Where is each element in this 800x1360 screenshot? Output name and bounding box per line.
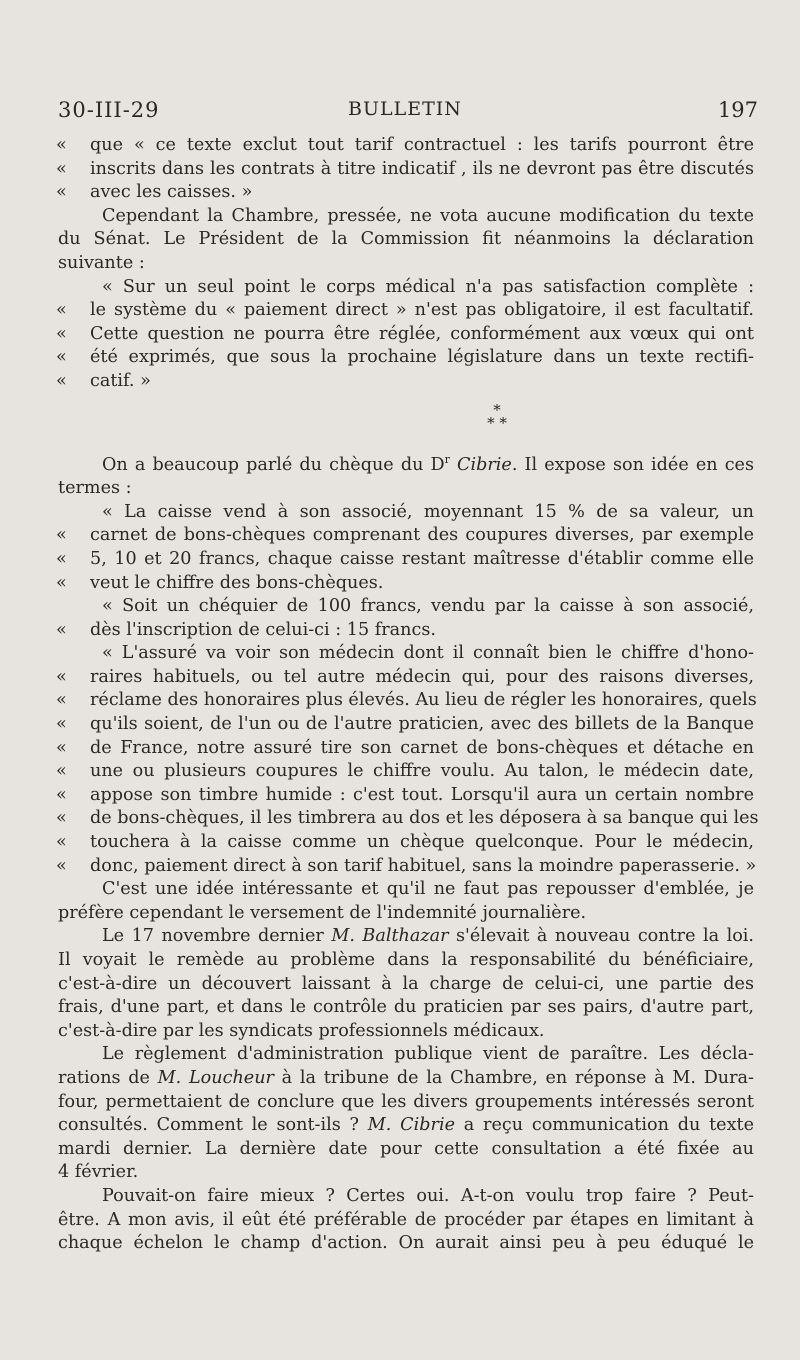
text-line [58,1020,754,1044]
text-line [58,949,754,973]
text-line [56,666,754,690]
quote-mark: « [56,323,67,344]
text-line [58,1067,754,1091]
quote-mark: « [56,135,67,155]
quote-mark: « [56,737,67,758]
text-line [90,1185,754,1209]
line-text: « Soit un chéquier de 100 francs, vendu par la caisse à son associé, [102,596,754,617]
text-line [58,1161,754,1185]
line-text: chaque échelon le champ d'action. On aurait ainsi peu à peu éduqué le [58,1233,754,1254]
line-text: inscrits dans les contrats à titre indicatif , ils ne devront pas être discutés [90,158,754,179]
line-text: « La caisse vend à son associé, moyennant 15 % de sa valeur, un [102,501,754,522]
text-line [90,454,754,478]
line-text: carnet de bons-chèques comprenant des coupures diverses, par exemple [90,525,754,546]
text-line [56,619,754,643]
text-line [90,878,754,902]
separator-stars: * * [487,413,507,432]
line-text: Le règlement d'administration publique vient de paraître. Les décla- [102,1044,754,1065]
quote-mark: « [56,784,67,805]
quote-mark: « [56,666,67,687]
text-line [56,807,759,831]
italic-name: M. Loucheur [157,1067,274,1088]
line-text: termes : [58,478,132,499]
header-date: 30-III-29 [58,98,160,122]
text-line [58,252,754,276]
line-text: 5, 10 et 20 francs, chaque caisse restant maîtresse d'établir comme elle [90,548,754,569]
line-text: 4 février. [58,1162,139,1183]
text-line [56,181,754,205]
line-text: de bons-chèques, il les timbrera au dos et les déposera à sa banque qui les [90,808,759,829]
line-text-rest: s'élevait à nouveau contre la loi. [448,926,755,947]
header-title: BULLETIN [348,98,462,120]
text-line [56,323,754,347]
line-text: le système du « paiement direct » n'est pas obligatoire, il est facultatif. [90,300,754,321]
line-text: donc, paiement direct à son tarif habituel, sans la moindre paperasserie. » [90,855,757,876]
section-separator [240,394,754,454]
line-text: rations de [58,1067,158,1088]
quote-mark: « [56,690,67,711]
line-text-rest: à la tribune de la Chambre, en réponse à M. Dura- [273,1067,754,1088]
line-text: être. A mon avis, il eût été préférable de procéder par étapes en limitant à [58,1209,754,1230]
text-line [58,973,754,997]
line-text: suivante : [58,252,145,273]
text-line [90,501,754,525]
line-text: frais, d'une part, et dans le contrôle du praticien par ses pairs, d'autre part, [58,997,754,1018]
quote-mark: « [56,714,67,735]
text-line [56,158,754,182]
text-line [56,299,754,323]
quote-mark: « [56,347,67,368]
text-line [56,548,754,572]
text-line [56,760,754,784]
italic-name: Cibrie [457,454,512,475]
italic-name: M. Balthazar [331,926,449,947]
line-text: « L'assuré va voir son médecin dont il connaît bien le chiffre d'hono- [102,643,754,664]
quote-mark: « [56,808,67,829]
quote-mark: « [56,832,67,853]
superscript: r [444,452,450,466]
line-text: catif. » [90,370,151,391]
text-line [56,689,757,713]
text-line [56,855,757,879]
line-text: c'est-à-dire un découvert laissant à la charge de celui-ci, une partie des [58,973,754,994]
line-text-rest: . Il expose son idée en ces [511,454,754,475]
text-line [56,134,754,158]
line-text: touchera à la caisse comme un chèque quelconque. Pour le médecin, [90,832,754,853]
text-line [90,595,754,619]
line-text: une ou plusieurs coupures le chiffre voulu. Au talon, le médecin date, [90,761,754,782]
text-line [56,524,754,548]
line-text: réclame des honoraires plus élevés. Au lieu de régler les honoraires, quels [90,690,757,711]
line-text: qu'ils soient, de l'un ou de l'autre praticien, avec des billets de la Banque [90,714,754,735]
line-text: four, permettaient de conclure que les divers groupements intéressés seront [58,1091,754,1112]
line-text: préfère cependant le versement de l'indemnité journalière. [58,902,587,923]
text-line [56,831,754,855]
text-line [58,1232,754,1256]
quote-mark: « [56,619,67,640]
quote-mark: « [56,761,67,782]
text-line [58,228,754,252]
line-text: raires habituels, ou tel autre médecin qui, pour des raisons diverses, [90,666,754,687]
line-text: On a beaucoup parlé du chèque du D [102,454,445,475]
text-line [90,1043,754,1067]
text-line [56,784,754,808]
line-text: appose son timbre humide : c'est tout. Lorsqu'il aura un certain nombre [90,784,754,805]
header-page-number: 197 [717,98,758,122]
text-line [58,1091,754,1115]
line-text: « Sur un seul point le corps médical n'a pas satisfaction complète : [102,276,754,297]
text-line [90,205,754,229]
line-text-rest: a reçu communication du texte [454,1115,754,1136]
text-line [56,370,754,394]
document-body [56,134,759,1256]
text-line [90,925,754,949]
quote-mark: « [56,525,67,546]
line-text: Le 17 novembre dernier [102,926,332,947]
line-text: du Sénat. Le Président de la Commission fit néanmoins la déclaration [58,229,754,250]
line-text: c'est-à-dire par les syndicats professionnels médicaux. [58,1020,545,1041]
separator-star: * [493,400,501,419]
quote-mark: « [56,548,67,569]
text-line [58,996,754,1020]
text-line [56,346,754,370]
line-text: que « ce texte exclut tout tarif contractuel : les tarifs pourront être [90,135,754,155]
line-text: Pouvait-on faire mieux ? Certes oui. A-t-on voulu trop faire ? Peut- [102,1185,754,1206]
line-text: veut le chiffre des bons-chèques. [90,572,384,593]
line-text: C'est une idée intéressante et qu'il ne faut pas repousser d'emblée, je [102,879,754,900]
text-line [56,737,754,761]
quote-mark: « [56,370,67,391]
line-text: Il voyait le remède au problème dans la responsabilité du bénéficiaire, [58,950,754,970]
page-header [58,98,758,128]
quote-mark: « [56,158,67,179]
quote-mark: « [56,300,67,321]
quote-mark: « [56,182,67,203]
text-line [58,902,754,926]
line-text: de France, notre assuré tire son carnet de bons-chèques et détache en [90,737,754,758]
line-text: avec les caisses. » [90,182,253,203]
text-line [58,1138,754,1162]
line-text: dès l'inscription de celui-ci : 15 francs. [90,619,436,640]
line-text: Cependant la Chambre, pressée, ne vota aucune modification du texte [102,205,754,226]
text-line [58,1209,754,1233]
line-text: mardi dernier. La dernière date pour cette consultation a été fixée au [58,1138,754,1159]
quote-mark: « [56,855,67,876]
text-line [58,477,754,501]
text-line [58,1114,754,1138]
text-line [90,276,754,300]
italic-name: M. Cibrie [367,1115,455,1136]
line-text: été exprimés, que sous la prochaine législature dans un texte rectifi- [90,347,754,368]
line-text: Cette question ne pourra être réglée, conformément aux vœux qui ont [90,323,754,344]
text-line [56,713,754,737]
text-line [56,572,754,596]
quote-mark: « [56,572,67,593]
line-text: consultés. Comment le sont-ils ? [58,1115,368,1136]
text-line [90,642,754,666]
